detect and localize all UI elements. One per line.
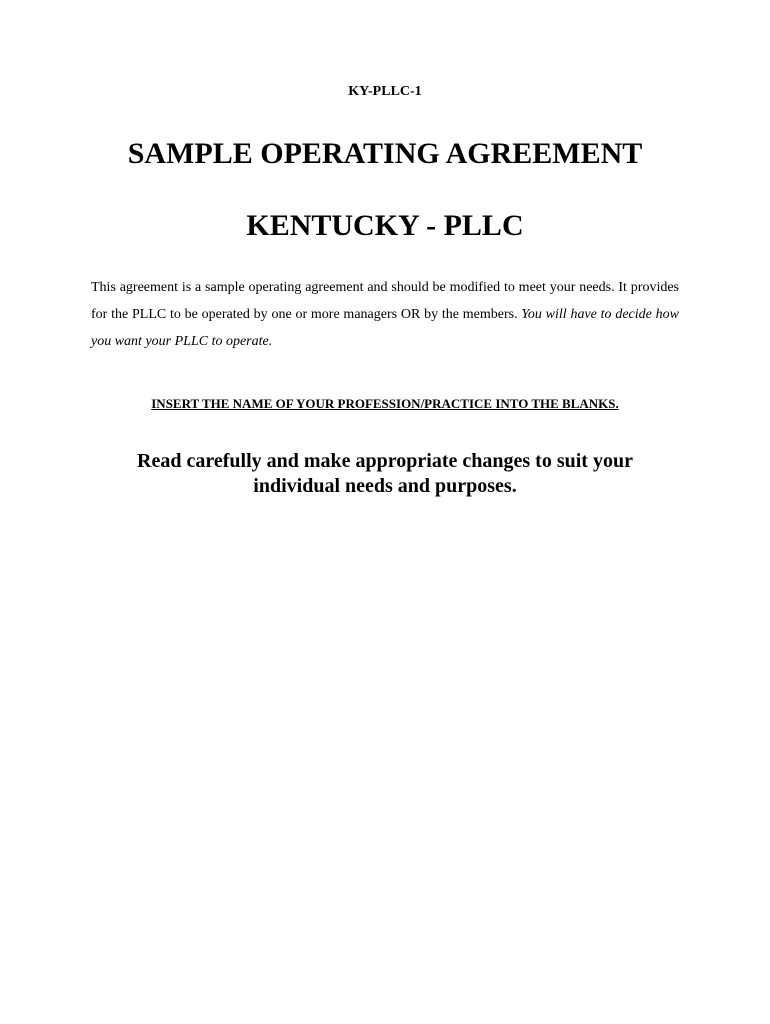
- advice-paragraph: [110, 449, 660, 499]
- advice-line-1: Read carefully and make appropriate changes to suit your: [137, 450, 633, 472]
- advice-line-2: individual needs and purposes.: [253, 475, 517, 497]
- intro-paragraph: [91, 274, 679, 355]
- document-subtitle: KENTUCKY - PLLC: [246, 209, 524, 242]
- document-title: SAMPLE OPERATING AGREEMENT: [127, 137, 643, 170]
- document-code: KY-PLLC-1: [348, 84, 422, 99]
- intro-text: This agreement is a sample operating agreement and should be modified to meet your needs. It provides for the PLLC to be operated by one or more managers OR by the members.: [91, 280, 679, 322]
- intro-emphasis: You will have to decide how you want your PLLC to operate.: [91, 307, 679, 349]
- instruction-line: INSERT THE NAME OF YOUR PROFESSION/PRACTICE INTO THE BLANKS.: [151, 396, 619, 411]
